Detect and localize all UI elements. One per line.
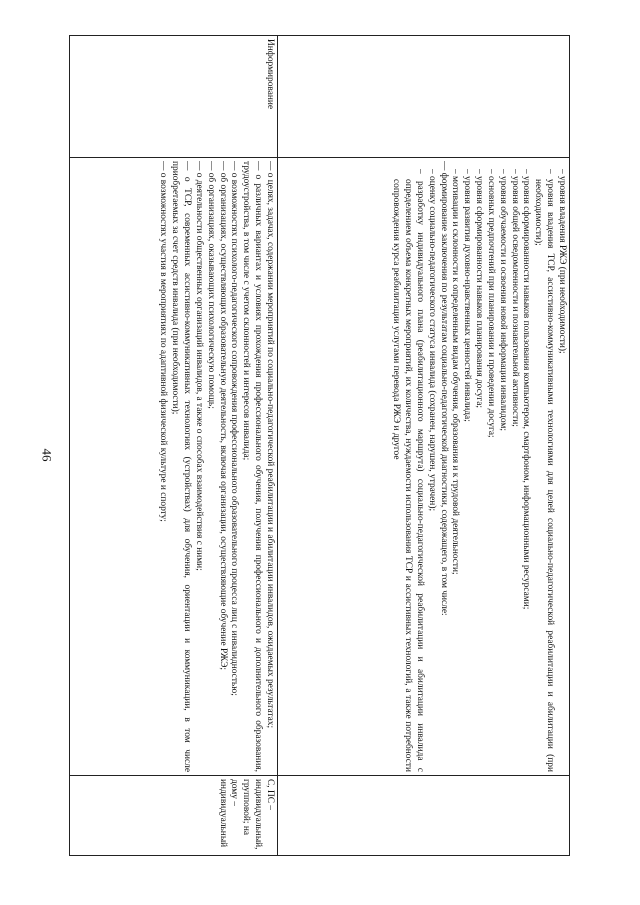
content-line: — о целях, задачах, содержании мероприятий по социально-педагогической реабилитации и абилитации инвалидов, ожидаемых результатах; bbox=[265, 161, 275, 729]
content-line: – уровня сформированности навыков пользования компьютером, смартфоном, информационными ресурсами; bbox=[521, 169, 532, 610]
service-forms-cell bbox=[278, 776, 570, 856]
table-row bbox=[70, 36, 278, 856]
table-row bbox=[278, 36, 570, 856]
content-line: – уровня сформированности навыков планирования досуга; bbox=[474, 169, 485, 409]
content-line: — формирование заключения по результатам социально-педагогической диагностики, содержащего, в том числе: bbox=[438, 161, 449, 616]
content-line: – уровня владения ТСР, ассистивно-коммуникативными технологиями для целей социально-педагогической реабилитации и абилитации (при необходимости); bbox=[533, 169, 556, 772]
document-table bbox=[69, 35, 570, 856]
content-line: — о возможностях психолого-педагогического сопровождения профессионального образовательного процесса лиц с инвалидностью; bbox=[229, 161, 240, 696]
content-line: – уровня обучаемости и освоения новой информации инвалидом; bbox=[497, 169, 508, 431]
content-line: — об организациях, оказывающих психологическую помощь; bbox=[205, 161, 216, 409]
service-label-cell: Информирование bbox=[70, 36, 278, 158]
document-table-wrapper bbox=[70, 35, 570, 855]
content-line: — о деятельности общественных организаций инвалидов, а также о способах взаимодействия с ними; bbox=[193, 161, 204, 571]
content-line: – уровня владения РЖЭ (при необходимости); bbox=[557, 169, 567, 354]
service-content-cell bbox=[278, 158, 570, 776]
service-content-cell bbox=[70, 158, 278, 776]
content-line: — о возможностях участия в мероприятиях по адаптивной физической культуре и спорту; bbox=[158, 161, 169, 522]
service-label-cell bbox=[278, 36, 570, 158]
content-line: — об организациях, осуществляющих образовательную деятельность, включая организации, осуществляющие обучение РЖЭ; bbox=[217, 161, 228, 671]
content-line: – мотивации и склонности к определенным видам обучения, образования и к трудовой деятельности; bbox=[450, 169, 461, 575]
content-line: – разработку индивидуального плана (реабилитационного маршрута) социально-педагогической реабилитации и абилитации инвалида с определением объема конкретных мероприятий, их количества, нуждаемости использования ТСР и ассистивных технологий, а также потребности сопровождения курса реабилитации услугами перевода РЖЭ и другое bbox=[391, 169, 425, 772]
content-line: – уровня общей осведомленности и познавательной активности; bbox=[509, 169, 520, 427]
service-forms-cell: С, ПС – индивидуальный, групповой; на дому – индивидуальный bbox=[70, 776, 278, 856]
content-line: – оценку социально-педагогического статуса инвалида (сохранен, нарушен, утрачен); bbox=[426, 169, 437, 512]
page-number: 46 bbox=[39, 448, 55, 462]
content-line: — о ТСР, современных ассистивно-коммуникативных технологиях (устройствах) для обучения, ориентации и коммуникации, в том числе приобретаемых за счет средств инвалида (при необходимости); bbox=[170, 161, 193, 772]
content-line: – основных предпочтений при планировании и проведении досуга; bbox=[485, 169, 496, 438]
content-line: – уровня развития духовно-нравственных ценностей инвалида; bbox=[462, 169, 473, 422]
content-line: — о различных вариантах и условиях прохождения профессионального обучения, получения профессионального и дополнительного образования, трудоустройства, в том числе с учетом склонностей и интересов инвалида; bbox=[241, 161, 264, 772]
